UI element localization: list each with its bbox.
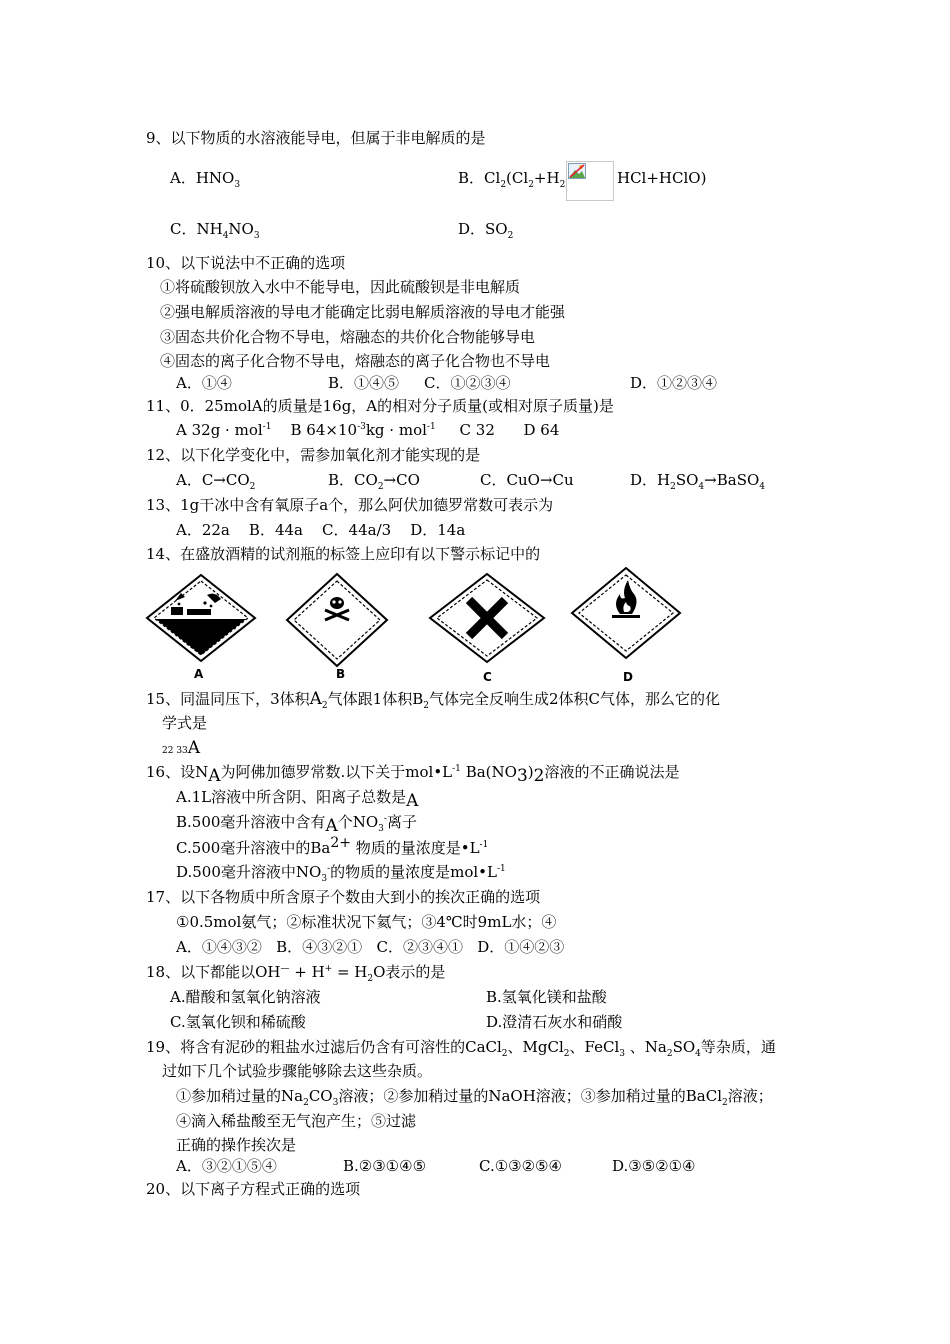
q19-stem-line2: 过如下几个试验步骤能够除去这些杂质。 [162, 1062, 433, 1080]
q18-option-b: B.氢氧化镁和盐酸 [486, 988, 607, 1006]
q10-statement-2: ②强电解质溶液的导电才能确定比弱电解质溶液的导电才能强 [160, 303, 566, 321]
q19-option-b: B.②③①④⑤ [343, 1157, 427, 1175]
harmful-x-hazard-icon [428, 572, 546, 664]
corrosive-hazard-icon [145, 573, 257, 663]
q17-stem: 17、以下各物质中所含原子个数由大到小的挨次正确的选项 [146, 888, 541, 906]
q9-option-b: B．$Cl_2(Cl_2+H_2$ [458, 169, 566, 190]
q10-option-a: A．①④ [176, 374, 232, 392]
q10-stem: 10、以下说法中不正确的选项 [146, 254, 346, 272]
q15-stem: 15、同温同压下，3体积$A_2$气体跟1体积$B_2$气体完全反响生成2体积C气体，那么它的化 [146, 689, 720, 711]
q17-options: A．①④③② B．④③②① C．②③④① D．①④②③ [176, 938, 565, 956]
q11-options: A 32g · mol$^{-1}$ B $64\times 10^{-3}kg \cdot mol^{-1}$ C 32 D 64 [176, 421, 560, 439]
sign-label-c: C [483, 670, 492, 684]
q19-steps-2: ④滴入稀盐酸至无气泡产生；⑤过滤 [176, 1112, 417, 1130]
q9-option-a: A．$HNO_3$ [170, 169, 241, 190]
q16-stem: 16、设$N_A$为阿佛加德罗常数.以下关于$mol•L^{-1}$ $Ba(NO_3)_2$溶液的不正确说法是 [146, 763, 680, 786]
q18-option-a: A.醋酸和氢氧化钠溶液 [170, 988, 321, 1006]
q19-steps-1: ①参加稍过量的$Na_2CO_3$溶液；②参加稍过量的NaOH溶液；③参加稍过量的BaCl$_2$溶液； [176, 1087, 773, 1108]
q17-items: ①0.5mol氨气；②标准状况下氦气；③4℃时9mL水；④ [176, 913, 557, 931]
broken-image-icon [566, 161, 614, 201]
q10-option-b: B．①④⑤ [328, 374, 400, 392]
flammable-hazard-icon [570, 566, 682, 660]
q10-statement-1: ①将硫酸钡放入水中不能导电，因此硫酸钡是非电解质 [160, 278, 521, 296]
q19-option-d: D.③⑤②①④ [612, 1157, 696, 1175]
q16-option-c: C.500毫升溶液中的$Ba^{2+}$ 物质的量浓度是$•L^{-1}$ [176, 835, 489, 857]
q16-option-d: D.500毫升溶液中$NO_3^-$的物质的量浓度是$mol•L^{-1}$ [176, 863, 506, 884]
q15-options: 22 33A [162, 738, 201, 758]
q19-stem: 19、将含有泥砂的粗盐水过滤后仍含有可溶性的CaCl$_2$、MgCl$_2$、FeCl$_3$ 、$Na_2SO_4$等杂质，通 [146, 1038, 776, 1059]
toxic-hazard-icon [285, 572, 389, 668]
q12-option-c: C．CuO→Cu [480, 471, 574, 489]
q12-option-a: A．$C\to CO_2$ [176, 471, 256, 492]
q10-option-d: D．①②③④ [630, 374, 718, 392]
q9-stem: 9、以下物质的水溶液能导电，但属于非电解质的是 [146, 129, 486, 147]
sign-label-b: B [336, 667, 346, 681]
q10-statement-3: ③固态共价化合物不导电，熔融态的共价化合物能够导电 [160, 328, 536, 346]
q10-option-c: C．①②③④ [424, 374, 511, 392]
q9-option-c: C．$NH_4NO_3$ [170, 220, 260, 241]
q9-option-b-product: HCl+HClO) [617, 169, 707, 187]
sign-label-d: D [623, 670, 633, 684]
q18-option-c: C.氢氧化钡和稀硫酸 [170, 1013, 306, 1031]
q19-option-c: C.①③②⑤④ [479, 1157, 562, 1175]
q19-option-a: A．③②①⑤④ [176, 1157, 277, 1175]
sign-label-a: A [194, 667, 204, 681]
q16-option-a: A.1L溶液中所含阴、阳离子总数是$_A$ [176, 788, 419, 811]
q11-stem: 11、0．25molA的质量是16g，A的相对分子质量(或相对原子质量)是 [146, 397, 614, 415]
q18-option-d: D.澄清石灰水和硝酸 [486, 1013, 623, 1031]
q19-order-prompt: 正确的操作挨次是 [176, 1136, 297, 1154]
q16-option-b: B.500毫升溶液中含有$_A$个$NO_3^-$离子 [176, 813, 417, 836]
q13-stem: 13、1g干冰中含有氧原子a个，那么阿伏加德罗常数可表示为 [146, 496, 554, 514]
q13-options: A．22a B．44a C．44a/3 D．14a [176, 521, 466, 539]
q10-statement-4: ④固态的离子化合物不导电，熔融态的离子化合物也不导电 [160, 352, 551, 370]
q12-stem: 12、以下化学变化中，需参加氧化剂才能实现的是 [146, 446, 481, 464]
q9-option-d: D．$SO_2$ [458, 220, 514, 241]
q14-stem: 14、在盛放酒精的试剂瓶的标签上应印有以下警示标记中的 [146, 545, 541, 563]
q12-option-b: B．$CO_2\to CO$ [328, 471, 420, 492]
q12-option-d: D．$H_2SO_4\to BaSO_4$ [630, 471, 765, 492]
q15-stem-line2: 学式是 [162, 714, 208, 732]
q18-stem: 18、以下都能以$OH^— + H^+ = H_2O$表示的是 [146, 963, 446, 984]
q20-stem: 20、以下离子方程式正确的选项 [146, 1180, 361, 1198]
